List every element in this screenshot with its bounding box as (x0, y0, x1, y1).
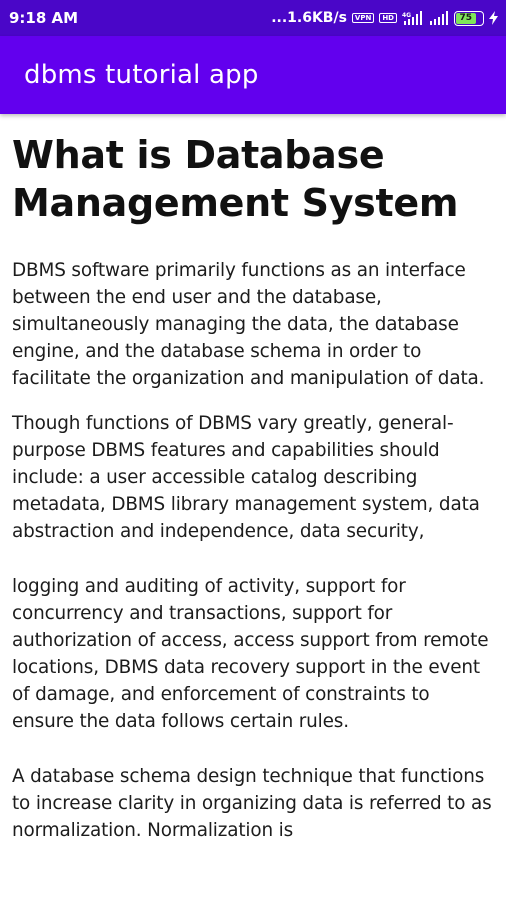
network-speed: ...1.6KB/s (271, 10, 347, 26)
paragraph: logging and auditing of activity, support for concurrency and transactions, support for authorization of access, access support from remote locations, DBMS data recovery support in the event of damage, and enforcement of constraints to ensure the data follows certain rules. (12, 576, 489, 732)
app-title: dbms tutorial app (24, 60, 259, 90)
paragraph: DBMS software primarily functions as an interface between the end user and the database, simultaneously managing the data, the database engine, and the database schema in order to facilitate the organization and manipulation of data. (12, 260, 485, 389)
hd-icon: HD (379, 13, 397, 23)
charging-icon (489, 11, 498, 25)
signal-icon (429, 11, 449, 25)
paragraph: Though functions of DBMS vary greatly, general-purpose DBMS features and capabilities should include: a user accessible catalog describing metadata, DBMS library management system, data abstraction and independence, data security, (12, 413, 480, 542)
status-bar (0, 0, 506, 36)
paragraph: A database schema design technique that functions to increase clarity in organizing data is referred to as normalization. Normalization is (12, 766, 492, 841)
status-icons (271, 10, 498, 26)
battery-icon (454, 11, 484, 26)
battery-level: 75 (456, 13, 476, 24)
article-content[interactable] (0, 114, 506, 900)
signal-icon (402, 11, 424, 25)
page-title: What is Database Management System (12, 133, 459, 225)
vpn-icon: VPN (352, 13, 374, 23)
signal-label: 4G (402, 12, 412, 19)
status-time: 9:18 AM (9, 9, 79, 27)
app-bar (0, 36, 506, 114)
